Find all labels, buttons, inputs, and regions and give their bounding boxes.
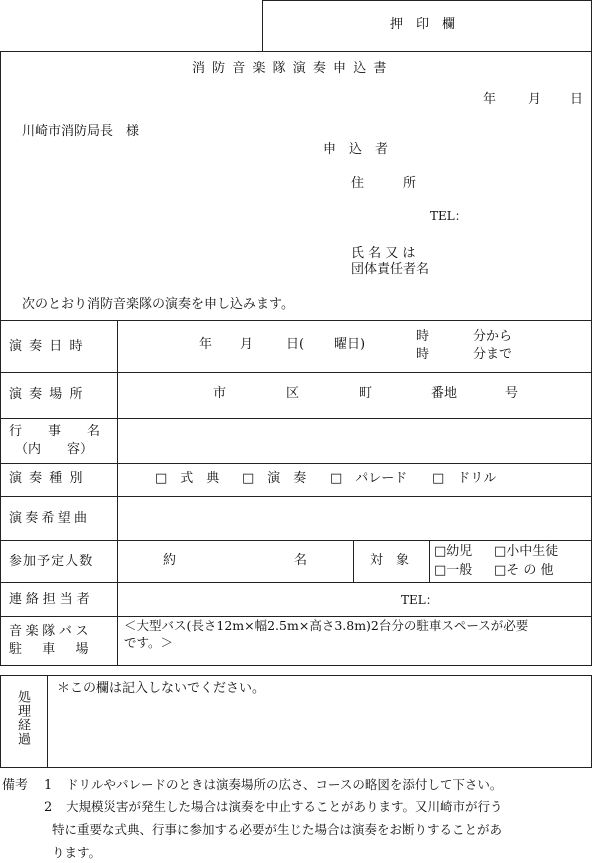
row-divider-6 bbox=[0, 540, 592, 541]
datetime-from: 分から bbox=[473, 329, 513, 344]
datetime-until: 分まで bbox=[473, 347, 513, 362]
parking-note-1: ＜大型バス(長さ12m×幅2.5m×高さ3.8m)2台分の駐車スペースが必要 bbox=[124, 618, 529, 633]
applicant-tel-input[interactable] bbox=[468, 206, 578, 224]
type-option-drill[interactable]: □ ドリル bbox=[432, 471, 497, 486]
request-input[interactable] bbox=[125, 506, 580, 530]
applicant-name-label-2: 団体責任者名 bbox=[351, 262, 430, 277]
attendees-approx: 約 bbox=[163, 553, 177, 568]
place-town: 町 bbox=[359, 386, 373, 401]
target-option-other[interactable]: □そ の 他 bbox=[494, 563, 554, 578]
type-option-parade[interactable]: □ パレード bbox=[330, 471, 408, 486]
event-label-1: 行 事 名 bbox=[9, 424, 101, 439]
event-input[interactable] bbox=[125, 428, 580, 452]
date-day-label: 日 bbox=[570, 92, 584, 107]
target-option-student[interactable]: □小中生徒 bbox=[494, 544, 559, 559]
contact-name-input[interactable] bbox=[125, 589, 385, 609]
target-option-general[interactable]: □一般 bbox=[434, 563, 473, 578]
contact-tel-label: TEL： bbox=[401, 593, 438, 607]
attendees-target-label: 対 象 bbox=[370, 553, 410, 568]
attendees-label: 参加予定人数 bbox=[9, 554, 94, 569]
remark-1-text: ドリルやパレードのときは演奏場所の広さ、コースの略図を添付して下さい。 bbox=[66, 777, 503, 792]
type-option-performance[interactable]: □ 演 奏 bbox=[242, 471, 307, 486]
datetime-hour-1: 時 bbox=[416, 329, 430, 344]
remark-2-number: 2 bbox=[44, 800, 53, 815]
place-go: 号 bbox=[505, 386, 519, 401]
parking-label-2: 駐 車 場 bbox=[9, 642, 93, 657]
applicant-tel-label: TEL： bbox=[430, 209, 467, 223]
datetime-weekday: 曜日) bbox=[334, 337, 366, 352]
attendees-unit: 名 bbox=[294, 553, 308, 568]
row-divider-8 bbox=[0, 616, 592, 617]
applicant-name-label-1: 氏 名 又 は bbox=[351, 246, 416, 261]
parking-label-1: 音楽隊バス bbox=[9, 624, 93, 639]
datetime-label: 演奏日時 bbox=[9, 339, 90, 354]
applicant-name-input[interactable] bbox=[445, 252, 580, 272]
intro-text: 次のとおり消防音楽隊の演奏を申し込みます。 bbox=[22, 297, 294, 312]
remark-1-number: 1 bbox=[44, 778, 53, 793]
datetime-day: 日( bbox=[286, 337, 305, 352]
attendees-divider-2 bbox=[429, 540, 430, 582]
type-label: 演奏種別 bbox=[9, 471, 90, 486]
form-title: 消防音楽隊演奏申込書 bbox=[192, 61, 394, 76]
type-option-ceremony[interactable]: □ 式 典 bbox=[155, 471, 220, 486]
event-label-2: （内 容） bbox=[15, 442, 94, 457]
parking-note-2: です。＞ bbox=[124, 635, 174, 650]
place-city: 市 bbox=[213, 386, 227, 401]
datetime-month: 月 bbox=[240, 337, 254, 352]
date-year-label: 年 bbox=[483, 92, 497, 107]
row-divider-5 bbox=[0, 496, 592, 497]
processing-note: ＊この欄は記入しないでください。 bbox=[57, 681, 266, 696]
datetime-hour-2: 時 bbox=[416, 347, 430, 362]
row-divider-7 bbox=[0, 582, 592, 583]
place-label: 演奏場所 bbox=[9, 387, 90, 402]
row-divider-2 bbox=[0, 372, 592, 373]
remark-2-text-2: 特に重要な式典、行事に参加する必要が生じた場合は演奏をお断りすることがあ bbox=[52, 822, 503, 837]
label-column-divider bbox=[117, 320, 118, 666]
applicant-address-input[interactable] bbox=[450, 174, 580, 192]
remarks-label: 備考 bbox=[2, 778, 29, 793]
applicant-heading: 申 込 者 bbox=[323, 142, 389, 157]
datetime-year: 年 bbox=[199, 337, 213, 352]
attendees-divider-1 bbox=[353, 540, 354, 582]
date-month-label: 月 bbox=[528, 92, 542, 107]
row-divider-3 bbox=[0, 418, 592, 419]
target-option-infant[interactable]: □幼児 bbox=[434, 544, 473, 559]
row-divider-1 bbox=[0, 320, 592, 321]
request-label: 演奏希望曲 bbox=[9, 511, 91, 526]
row-divider-4 bbox=[0, 463, 592, 464]
remark-2-text-3: ります。 bbox=[52, 845, 102, 860]
place-ward: 区 bbox=[286, 386, 300, 401]
stamp-label: 押 印 欄 bbox=[390, 17, 456, 32]
contact-tel-input[interactable] bbox=[440, 589, 580, 609]
remark-2-text-1: 大規模災害が発生した場合は演奏を中止することがあります。又川崎市が行う bbox=[66, 799, 503, 814]
applicant-address-label: 住 所 bbox=[351, 176, 417, 191]
contact-label: 連絡担当者 bbox=[9, 592, 94, 607]
addressee: 川崎市消防局長 様 bbox=[22, 124, 140, 139]
processing-divider bbox=[47, 675, 48, 768]
place-banchi: 番地 bbox=[431, 386, 458, 401]
processing-label: 処理経過 bbox=[15, 690, 30, 746]
